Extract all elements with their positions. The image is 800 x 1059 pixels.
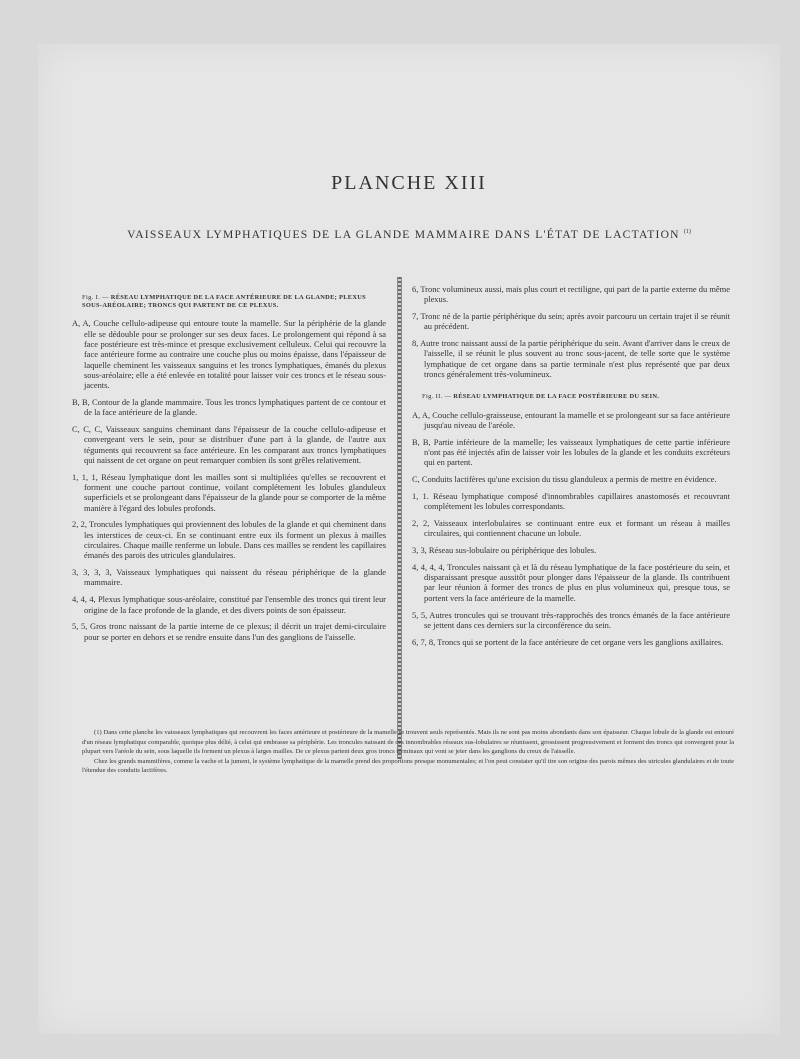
- legend-entry: 4, 4, 4, 4, Troncules naissant çà et là du réseau lymphatique de la face postérieure du sein, et disparaissant presque aussitôt pour plonger dans l'épaisseur de la glande. Ils contribuent par leur réunion à former des troncs de plus en plus volumineux qui, presque tous, se portent vers la face antérieure de la mamelle.: [412, 561, 730, 603]
- legend-entry: 4, 4, 4, Plexus lymphatique sous-aréolaire, constitué par l'ensemble des troncs qui tirent leur origine de la face profonde de la glande, et des divers points de son épaisseur.: [72, 594, 386, 615]
- legend-entry: 5, 5, Autres troncules qui se trouvant très-rapprochés des troncs émanés de la face antérieure se jettent dans ces derniers sur la circonférence du sein.: [412, 609, 730, 630]
- legend-entry: A, A, Couche cellulo-adipeuse qui entoure toute la mamelle. Sur la périphérie de la glande elle se dédouble pour se prolonger sur ses deux faces. Le prolongement qui répond à sa face postérieure est très-mince et presque exclusivement celluleux. Celui qui recouvre la face antérieure forme au contraire une couche plus ou moins épaisse, dans l'épaisseur de laquelle cheminent les vaisseaux sanguins et les troncs lymphatiques, émanés du plexus sous-aréolaire; elle a été enlevée en totalité pour laisser voir ces troncs et le réseau sous-jacents.: [72, 318, 386, 391]
- legend-entry: 1, 1. Réseau lymphatique composé d'innombrables capillaires anastomosés et recouvrant complétement les lobules correspondants.: [412, 490, 730, 512]
- footnote-paragraph: Chez les grands mammifères, comme la vache et la jument, le système lymphatique de la mamelle prend des proportions presque monumentales; et l'on peut constater qu'il tire son origine des parois mêmes des utricules glandulaires et de toute l'étendue des conduits lactifères.: [82, 757, 734, 775]
- fig1-heading: [82, 294, 386, 310]
- left-column: [72, 284, 386, 648]
- legend-entry: C, C, C, Vaisseaux sanguins cheminant dans l'épaisseur de la couche cellulo-adipeuse et convergeant vers le sein, pour se distribuer d'une part à la glande, de l'autre aux téguments qui recouvrent sa face antérieure. En les comparant aux troncs lymphatiques qui naissent de cet organe on peut remarquer combien ils sont grêles relativement.: [72, 424, 386, 465]
- legend-entry: 7, Tronc né de la partie périphérique du sein; après avoir parcouru un certain trajet il se réunit au précédent.: [412, 311, 730, 332]
- right-column: [412, 284, 730, 653]
- legend-entry: C, Conduits lactifères qu'une excision du tissu glanduleux a permis de mettre en évidence.: [412, 474, 717, 485]
- legend-entry: 2, 2, Troncules lymphatiques qui proviennent des lobules de la glande et qui cheminent dans les interstices de ceux-ci. En se continuant entre eux ils forment un plexus à mailles circulaires. Chaque maille renferme un lobule. Dans ces mailles se rendent les capillaires émanés des parois des utricules glandulaires.: [72, 519, 386, 561]
- footnote: [82, 728, 734, 776]
- legend-entry: 3, 3, Réseau sus-lobulaire ou périphérique des lobules.: [412, 545, 597, 556]
- fig1-heading-text: RÉSEAU LYMPHATIQUE DE LA FACE ANTÉRIEURE DE LA GLANDE; PLEXUS SOUS-ARÉOLAIRE; TRONCS QUI PARTENT DE CE PLEXUS.: [82, 294, 367, 310]
- legend-entry: B, B, Partie inférieure de la mamelle; les vaisseaux lymphatiques de cette partie inférieure n'ont pas été injectés afin de laisser voir les lobules de la glande et les conduits excréteurs qui en partent.: [412, 436, 730, 468]
- fig1-label: Fig. I. —: [82, 294, 109, 301]
- legend-entry: 3, 3, 3, 3, Vaisseaux lymphatiques qui naissent du réseau périphérique de la glande mammaire.: [72, 567, 386, 588]
- fig2-label: Fig. II. —: [422, 393, 452, 401]
- legend-entry: 8, Autre tronc naissant aussi de la partie périphérique du sein. Avant d'arriver dans le creux de l'aisselle, il se réunit le plus souvent au tronc sous-jacent, de telle sorte que le système lymphatique de cet organe dans sa partie terminale n'est plus représenté que par deux troncs généralement très-volumineux.: [412, 338, 730, 380]
- legend-entry: B, B, Contour de la glande mammaire. Tous les troncs lymphatiques partent de ce contour et de la face antérieure de la glande.: [72, 396, 386, 418]
- legend-entry: 6, 7, 8, Troncs qui se portent de la face antérieure de cet organe vers les ganglions axillaires.: [412, 636, 724, 647]
- legend-entry: A, A, Couche cellulo-graisseuse, entourant la mamelle et se prolongeant sur sa face antérieure jusqu'au niveau de l'aréole.: [412, 409, 730, 430]
- page-title: PLANCHE XIII: [331, 172, 487, 194]
- legend-entry: 5, 5, Gros tronc naissant de la partie interne de ce plexus; il décrit un trajet demi-circulaire pour se porter en dehors et se rendre ensuite dans l'un des ganglions de l'aisselle.: [72, 621, 386, 642]
- legend-entry: 2, 2, Vaisseaux interlobulaires se continuant entre eux et formant un réseau à mailles circulaires, qui contiennent chacune un lobule.: [412, 517, 730, 539]
- column-divider: [397, 277, 402, 759]
- subtitle-footnote-mark: (1): [683, 229, 691, 236]
- page-subtitle: [38, 228, 780, 241]
- footnote-paragraph: (1) Dans cette planche les vaisseaux lymphatiques qui recouvrent les faces antérieure et postérieure de la mamelle se trouvent seuls représentés. Mais ils ne sont pas moins abondants dans son épaisseur. Chaque lobule de la glande est entouré d'un réseau lymphatique comparable, quoique plus délié, à celui qui embrasse sa périphérie. Les troncules naissant de ces innombrables réseaux sus-lobulaires se réunissent, grossissent progressivement et forment des troncs qui convergent pour la plupart vers l'aréole du sein, sous laquelle ils forment un plexus à larges mailles. De ce plexus partent deux gros troncs terminaux qui vont se jeter dans les ganglions du creux de l'aisselle.: [82, 729, 734, 756]
- legend-entry: 1, 1, 1, Réseau lymphatique dont les mailles sont si multipliées qu'elles se recouvrent et forment une couche partout continue, voilant complétement les lobules glanduleux superficiels et se prolongeant dans l'épaisseur de la glande pour se comporter de la même manière à l'égard des lobules profonds.: [72, 471, 386, 513]
- legend-entry: 6, Tronc volumineux aussi, mais plus court et rectiligne, qui part de la partie externe du même plexus.: [412, 284, 730, 305]
- plate-page: [38, 44, 780, 1034]
- subtitle-text: VAISSEAUX LYMPHATIQUES DE LA GLANDE MAMMAIRE DANS L'ÉTAT DE LACTATION: [127, 228, 680, 241]
- fig2-heading: [422, 393, 730, 401]
- fig2-heading-text: RÉSEAU LYMPHATIQUE DE LA FACE POSTÉRIEURE DU SEIN.: [453, 393, 660, 401]
